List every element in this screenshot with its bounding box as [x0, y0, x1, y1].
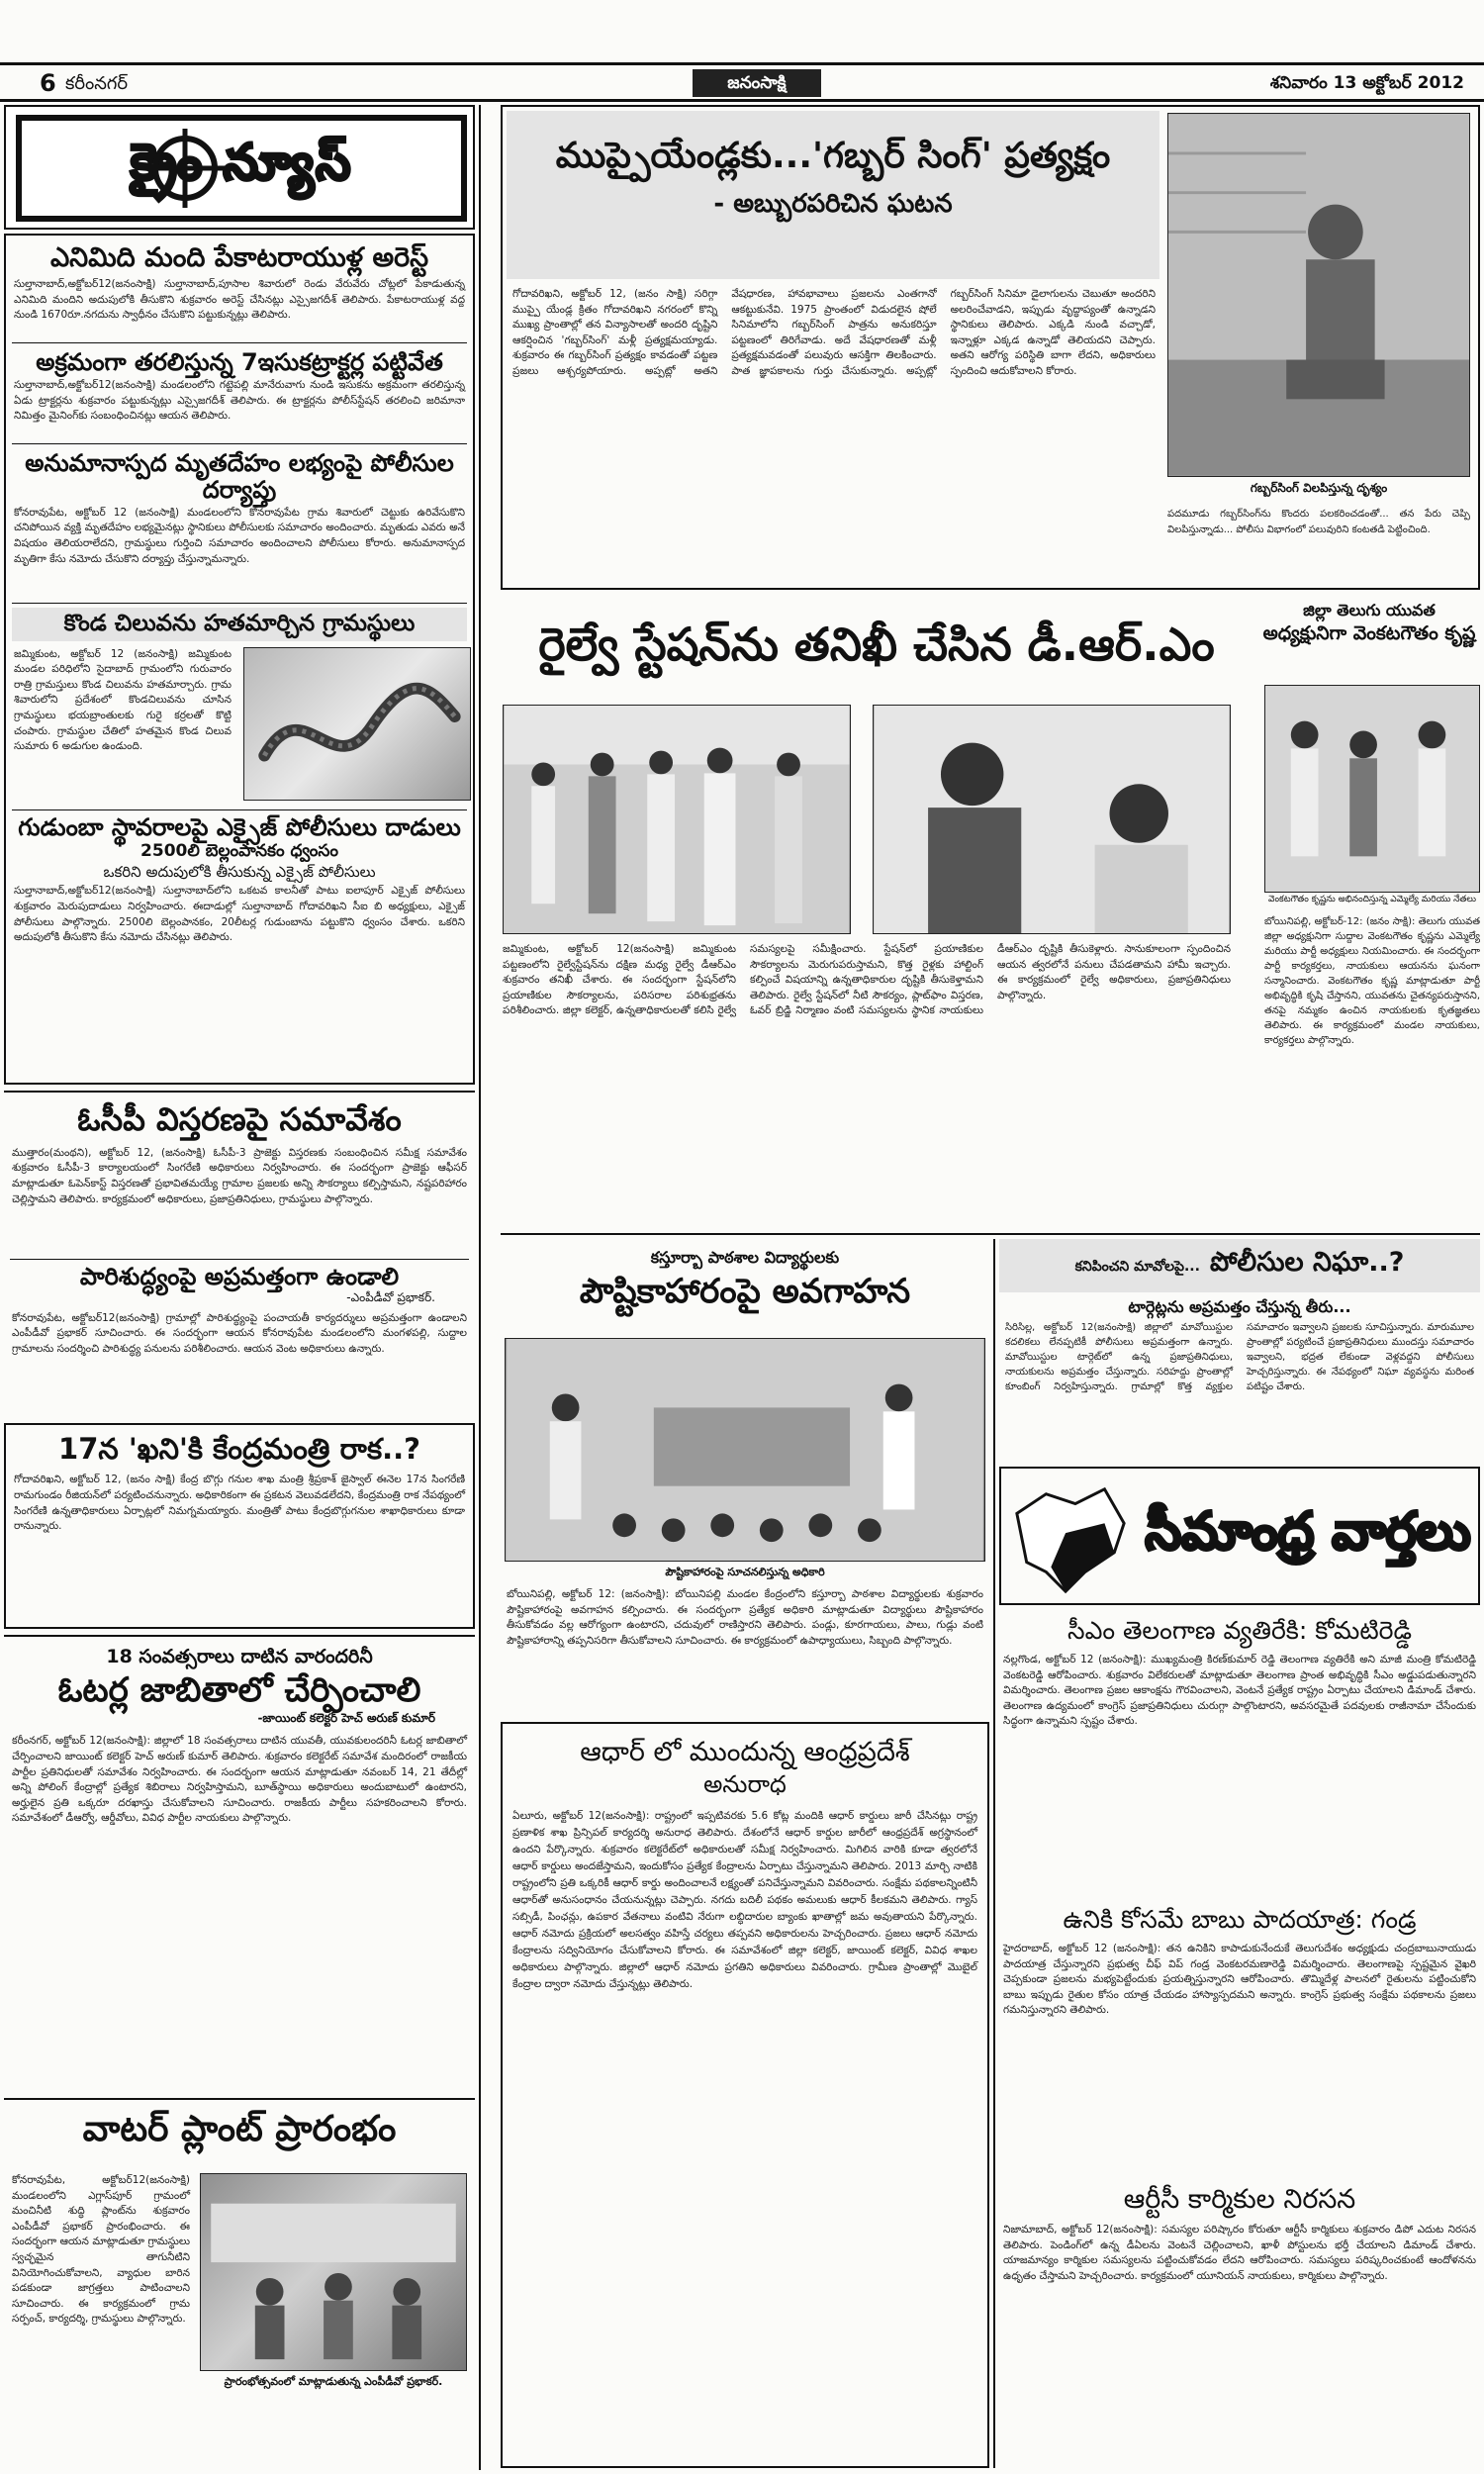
nutrition-photo	[505, 1338, 985, 1562]
s9-byline: -జాయింట్ కలెక్టర్ హెచ్ అరుణ్ కుమార్	[257, 1711, 435, 1726]
snake-icon	[244, 648, 470, 800]
nutrition-head: పౌష్టికాహారంపై అవగాహన	[579, 1271, 911, 1311]
aadhaar-body: ఏలూరు, అక్టోబర్ 12(జనంసాక్షి): రాష్ట్రంలో ఇప్పటివరకు 5.6 కోట్ల మందికి ఆధార్ కార్డులు జారీ చేసినట్లు రాష్ట్ర ప్రణాళిక శాఖ ప్రిన్సిపల్ కార్యదర్శి అనురాధ తెలిపారు. దేశంలోనే ఆధార్ కార్డుల జారీలో ఆంధ్రప్రదేశ్ అగ్రస్థానంలో ఉందని పేర్కొన్నారు. శుక్రవారం కలెక్టరేట్‌లో అధికారులతో సమీక్ష నిర్వహించారు. మిగిలిన వారికి కూడా త్వరలోనే ఆధార్ కార్డులు అందజేస్తామని, ఇందుకోసం ప్రత్యేక కేంద్రాలను ఏర్పాటు చేస్తున్నామని తెలిపారు. 2013 మార్చి నాటికి రాష్ట్రంలోని ప్రతి ఒక్కరికీ ఆధార్ కార్డు అందించాలనే లక్ష్యంతో పనిచేస్తున్నామని వివరించారు. సంక్షేమ పథకాలన్నింటినీ ఆధార్‌తో అనుసంధానం చేయనున్నట్లు చెప్పారు. నగదు బదిలీ పథకం అమలుకు ఆధార్ కీలకమని తెలిపారు. గ్యాస్ సబ్సిడీ, పింఛన్లు, ఉపకార వేతనాలు వంటివి నేరుగా లబ్ధిదారుల బ్యాంకు ఖాతాల్లో జమ అవుతాయని పేర్కొన్నారు. ఆధార్ నమోదు ప్రక్రియలో అలసత్వం వహిస్తే చర్యలు తప్పవని అధికారులను హెచ్చరించారు. ప్రజలు ఆధార్ నమోదు కేంద్రాలను సద్వినియోగం చేసుకోవాలని కోరారు. ఈ సమావేశంలో జిల్లా కలెక్టర్, జాయింట్ కలెక్టర్, వివిధ శాఖల అధికారులు పాల్గొన్నారు. జిల్లాలో ఆధార్ నమోదు ప్రగతిని అధికారులు వివరించారు. గ్రామీణ ప్రాంతాల్లో మొబైల్ కేంద్రాల ద్వారా నమోదు చేస్తున్నట్లు తెలిపారు.	[512, 1810, 977, 1991]
lead-story-box	[501, 105, 1480, 590]
railway-photo-1	[503, 705, 851, 934]
sm-s1-body: నల్లగొండ, అక్టోబర్ 12 (జనంసాక్షి): ముఖ్యమంత్రి కిరణ్‌కుమార్ రెడ్డి తెలంగాణ వ్యతిరేకి అని మాజీ మంత్రి కోమటిరెడ్డి వెంకటరెడ్డి ఆరోపించారు. శుక్రవారం విలేకరులతో మాట్లాడుతూ తెలంగాణ ప్రాంత అభివృద్ధికి సీఎం అడ్డుపడుతున్నారని విమర్శించారు. తెలంగాణ ప్రజల ఆకాంక్షను గౌరవించాలని, వెంటనే ప్రత్యేక రాష్ట్రం ఏర్పాటు చేయాలని డిమాండ్ చేశారు. తెలంగాణ ఉద్యమంలో కాంగ్రెస్ ప్రజాప్రతినిధులు చురుగ్గా పాల్గొంటారని, అవసరమైతే పదవులకు రాజీనామా చేసేందుకు సిద్ధంగా ఉన్నామని స్పష్టం చేశారు.	[1003, 1654, 1476, 1728]
lead-photo-caption: గబ్బర్‌సింగ్ విలపిస్తున్న దృశ్యం	[1250, 481, 1388, 495]
s1-head: ఎనిమిది మంది పేకాటరాయుళ్ల అరెస్ట్	[49, 242, 429, 273]
s2-body: సుల్తానాబాద్,అక్టోబర్12(జనంసాక్షి) మండలంలోని గట్టెపల్లి మానేరువాగు నుండి ఇసుకను అక్రమంగా తరలిస్తున్న ఏడు ట్రాక్టర్లను శుక్రవారం పట్టుకున్నట్లు ఎస్సైజగదీశ్ తెలిపారు. ఈ ట్రాక్టర్లను పోలీస్‌స్టేషన్ తరలించి జరిమానా నిమిత్తం మైనింగ్‌కు సంబంధించినట్లు ఆయన తెలిపారు.	[14, 379, 465, 423]
sm-s2-head: ఉనికి కోసమే బాబు పాదయాత్ర: గండ్ర	[1063, 1905, 1417, 1934]
s2-head: అక్రమంగా తరలిస్తున్న 7ఇసుకట్రాక్టర్ల పట్టివేత	[36, 348, 443, 377]
railway-photo-2	[873, 705, 1231, 934]
s8-body: గోదావరిఖని, అక్టోబర్ 12, (జనం సాక్షి) కేంద్ర బొగ్గు గనుల శాఖ మంత్రి శ్రీప్రకాశ్ జైస్వాల్ ఈనెల 17న సింగరేణి రామగుండం రీజియన్‌లో పర్యటించనున్నారు. అధికారికంగా ఈ ప్రకటన వెలువడలేదని, కేంద్రమంత్రి రాక నేపథ్యంలో సింగరేణి ఉన్నతాధికారులు ఏర్పాట్లలో నిమగ్నమయ్యారు. మంత్రితో పాటు కేంద్రబొగ్గుగనుల శాఖాధికారులు కూడా రానున్నారు.	[14, 1474, 465, 1533]
issue-date: శనివారం 13 అక్టోబర్ 2012	[1269, 73, 1464, 93]
police-kicker: కనిపించని మావోలపై...	[1074, 1259, 1200, 1275]
seemandhra-logo-box	[999, 1467, 1480, 1605]
s5-head: గుడుంబా స్థావరాలపై ఎక్సైజ్ పోలీసులు దాడులు	[18, 812, 461, 841]
s3-body: కోనరావుపేట, అక్టోబర్ 12 (జనంసాక్షి) మండలంలోని కోనరావుపేట గ్రామ శివారులో చెట్టుకు ఉరివేసుకొని చనిపోయిన వ్యక్తి మృతదేహం లభ్యమైనట్లు స్థానికులు పోలీసులకు సమాచారం అందించారు. మృతుడు ఎవరు అనే విషయం తెలియరాలేదని, గ్రామస్థులు గుర్తించి సమాచారం అందించాలని పోలీసులు కోరారు. అనుమానాస్పద మృతిగా కేసు నమోదు చేసుకొని దర్యాప్తు చేస్తున్నామన్నారు.	[14, 506, 465, 565]
crosshair-icon	[140, 124, 230, 213]
district-kicker: జిల్లా తెలుగు యువత	[1303, 601, 1436, 619]
water-plant-section	[4, 2098, 475, 2468]
district-head: అధ్యక్షునిగా వెంకటగౌతం కృష్ణ	[1262, 621, 1476, 644]
minister-box	[4, 1423, 475, 1629]
seated-man-photo-icon	[1168, 114, 1469, 476]
police-story	[999, 1239, 1480, 1465]
s7-body: కోనరావుపేట, అక్టోబర్12(జనంసాక్షి) గ్రామాల్లో పారిశుద్ధ్యంపై పంచాయతీ కార్యదర్శులు అప్రమత్తంగా ఉండాలని ఎంపీడీవో ప్రభాకర్ సూచించారు. ఈ సందర్భంగా ఆయన కోనరావుపేట మండలంలోని మంగళపల్లి, సుద్దాల గ్రామాలను సందర్శించి పారిశుద్ధ్య పనులను పరిశీలించారు. ఆయన వెంట అధికారులు ఉన్నారు.	[12, 1311, 467, 1355]
two-officials-photo-icon	[874, 706, 1230, 933]
voter-section	[4, 1635, 475, 2090]
district-body: బోయినిపల్లి, అక్టోబర్-12: (జనం సాక్షి): తెలుగు యువత జిల్లా అధ్యక్షునిగా సుద్దాల వెంకటగౌతం కృష్ణను ఎమ్మెల్యే మరియు పార్టీ అధ్యక్షులు నియమించారు. ఈ సందర్భంగా పార్టీ కార్యకర్తలు, నాయకులు ఆయనను ఘనంగా సన్మానించారు. వెంకటగౌతం కృష్ణ మాట్లాడుతూ పార్టీ అభివృద్ధికి కృషి చేస్తానని, యువతను చైతన్యపరుస్తానని, తనపై నమ్మకం ఉంచిన నాయకులకు కృతజ్ఞతలు తెలిపారు. ఈ కార్యక్రమంలో మండల నాయకులు, కార్యకర్తలు పాల్గొన్నారు.	[1264, 916, 1480, 1046]
seemandhra-stories	[999, 1611, 1480, 2468]
s8-head: 17న 'ఖని'కి కేంద్రమంత్రి రాక..?	[58, 1432, 420, 1466]
lead-extra: పదమూడు గబ్బర్‌సింగ్‌ను కొందరు పలకరించడంతో... తన పేరు చెప్పి విలపిస్తున్నాడు... పోలీసు విభాగంలో పలువురిని కంటతడి పెట్టించింది.	[1167, 509, 1470, 535]
nutrition-photo-caption: పౌష్టికాహారంపై సూచనలిస్తున్న అధికారి	[665, 1566, 825, 1578]
crime-news-logo-box	[4, 105, 475, 230]
lead-headline-band	[507, 111, 1159, 279]
water-plant-photo	[200, 2173, 467, 2371]
s6-body: ముత్తారం(మంథని), అక్టోబర్ 12, (జనంసాక్షి) ఓసీపీ-3 ప్రాజెక్టు విస్తరణకు సంబంధించిన సమీక్ష సమావేశం శుక్రవారం ఓసీపీ-3 కార్యాలయంలో సింగరేణి అధికారులు నిర్వహించారు. ఈ సందర్భంగా ప్రాజెక్టు ఆఫీసర్ మాట్లాడుతూ ఓపెన్‌కాస్ట్ విస్తరణతో ప్రభావితమయ్యే గ్రామాల ప్రజలకు అన్ని సౌకర్యాలు కల్పిస్తామని, నష్టపరిహారం చెల్లిస్తామని తెలిపారు. కార్యక్రమంలో అధికారులు, ప్రజాప్రతినిధులు, గ్రామస్థులు పాల్గొన్నారు.	[12, 1146, 467, 1205]
police-head: పోలీసుల నిఘా..?	[1209, 1247, 1405, 1278]
aadhaar-head: ఆధార్ లో ముందున్న ఆంధ్రప్రదేశ్	[580, 1737, 910, 1767]
mid-rule	[501, 1233, 1480, 1235]
sm-s3-body: నిజామాబాద్, అక్టోబర్ 12(జనంసాక్షి): సమస్యల పరిష్కారం కోరుతూ ఆర్టీసీ కార్మికులు శుక్రవారం డిపో ఎదుట నిరసన తెలిపారు. పెండింగ్‌లో ఉన్న డీఏలను వెంటనే చెల్లించాలని, ఖాళీ పోస్టులను భర్తీ చేయాలని డిమాండ్ చేశారు. యాజమాన్యం కార్మికుల సమస్యలను పట్టించుకోవడం లేదని ఆరోపించారు. సమస్యలు పరిష్కరించకుంటే ఆందోళనను ఉధృతం చేస్తామని హెచ్చరించారు. కార్యక్రమంలో యూనియన్ నాయకులు, కార్మికులు పాల్గొన్నారు.	[1003, 2224, 1476, 2283]
top-rule	[0, 62, 1484, 65]
s3-head: అనుమానాస్పద మృతదేహం లభ్యంపై పోలీసుల దర్యాప్తు	[25, 449, 454, 504]
district-photo-caption: వెంకటగౌతం కృష్ణను అభినందిస్తున్న ఎమ్మెల్యే మరియు నేతలు	[1268, 895, 1476, 904]
gabbar-photo	[1167, 113, 1470, 477]
s9-body: కరీంనగర్, అక్టోబర్ 12(జనంసాక్షి): జిల్లాలో 18 సంవత్సరాలు దాటిన యువతీ, యువకులందరినీ ఓటర్ల జాబితాలో చేర్పించాలని జాయింట్ కలెక్టర్ హెచ్ అరుణ్ కుమార్ తెలిపారు. శుక్రవారం కలెక్టరేట్ సమావేశ మందిరంలో రాజకీయ పార్టీల ప్రతినిధులతో సమావేశం నిర్వహించారు. ఈ సందర్భంగా ఆయన మాట్లాడుతూ నవంబర్ 14, 21 తేదీల్లో అన్ని పోలింగ్ కేంద్రాల్లో ప్రత్యేక శిబిరాలు నిర్వహిస్తామని, బూత్‌స్థాయి అధికారులు అందుబాటులో ఉంటారని, అర్హులైన ప్రతి ఒక్కరూ దరఖాస్తు చేసుకోవాలని సూచించారు. రాజకీయ పార్టీలు సహకరించాలని కోరారు. సమావేశంలో డీఆర్వో, ఆర్డీవోలు, వివిధ పార్టీల నాయకులు పాల్గొన్నారు.	[12, 1735, 467, 1825]
edition-name: కరీంనగర్	[65, 73, 128, 94]
s9-head: ఓటర్ల జాబితాలో చేర్పించాలి	[57, 1670, 421, 1711]
aadhaar-story	[501, 1722, 989, 2468]
right-column-divider	[993, 1239, 995, 2468]
s5-sub2: ఒకరిని అదుపులోకి తీసుకున్న ఎక్సైజ్ పోలీసులు	[103, 862, 376, 881]
left-column-divider	[479, 105, 481, 2470]
s4-head: కొండ చిలువను హతమార్చిన గ్రామస్థులు	[12, 608, 467, 641]
s7-head: పారిశుద్ధ్యంపై అప్రమత్తంగా ఉండాలి	[79, 1262, 400, 1290]
snake-photo	[243, 647, 471, 801]
nutrition-kicker: కస్తూర్బా పాఠశాల విద్యార్థులకు	[650, 1248, 840, 1267]
aadhaar-byline: అనురాధ	[703, 1770, 787, 1799]
railway-head: రైల్వే స్టేషన్‌ను తనిఖీ చేసిన డీ.ఆర్.ఎం	[538, 618, 1215, 671]
state-map-icon	[1007, 1475, 1134, 1601]
gathering-photo-icon	[201, 2174, 466, 2370]
paper-logo: జనంసాక్షి	[693, 69, 821, 97]
officials-walking-photo-icon	[504, 706, 850, 933]
seemandhra-logo: సీమాంధ్ర వార్తలు	[1145, 1501, 1471, 1562]
nutrition-story	[501, 1239, 989, 1714]
police-body: సిరిసిల్ల, అక్టోబర్ 12(జనంసాక్షి) జిల్లాలో మావోయిస్టుల కదలికలు లేనప్పటికీ పోలీసులు అప్రమత్తంగా ఉన్నారు. మావోయిస్టుల టార్గెట్‌లో ఉన్న ప్రజాప్రతినిధులు, నాయకులను అప్రమత్తం చేస్తున్నారు. సరిహద్దు ప్రాంతాల్లో కూంబింగ్ నిర్వహిస్తున్నారు. గ్రామాల్లో కొత్త వ్యక్తుల సమాచారం ఇవ్వాలని ప్రజలకు సూచిస్తున్నారు. మారుమూల ప్రాంతాల్లో పర్యటించే ప్రజాప్రతినిధులు ముందస్తు సమాచారం ఇవ్వాలని, భద్రత లేకుండా వెళ్లవద్దని పోలీసులు హెచ్చరిస్తున్నారు. ఈ నేపథ్యంలో నిఘా వ్యవస్థను మరింత పటిష్టం చేశారు.	[1005, 1321, 1474, 1392]
s9-kicker: 18 సంవత్సరాలు దాటిన వారందరినీ	[106, 1646, 373, 1667]
railway-heading	[501, 596, 1252, 695]
railway-body: జమ్మికుంట, అక్టోబర్ 12(జనంసాక్షి) జమ్మికుంట పట్టణంలోని రైల్వేస్టేషన్‌ను దక్షిణ మధ్య రైల్వే డీఆర్‌ఎం శుక్రవారం తనిఖీ చేశారు. ఈ సందర్భంగా స్టేషన్‌లోని ప్రయాణికుల సౌకర్యాలను, పరిసరాల పరిశుభ్రతను పరిశీలించారు. జిల్లా కలెక్టర్, ఉన్నతాధికారులతో కలిసి రైల్వే సమస్యలపై సమీక్షించారు. స్టేషన్‌లో ప్రయాణికుల సౌకర్యాలను మెరుగుపరుస్తామని, కొత్త రైళ్లకు హాల్టింగ్ కల్పించే విషయాన్ని ఉన్నతాధికారుల దృష్టికి తీసుకెళ్తామని తెలిపారు. రైల్వే స్టేషన్‌లో నీటి సౌకర్యం, ప్లాట్‌ఫాం విస్తరణ, ఓవర్ బ్రిడ్జి నిర్మాణం వంటి సమస్యలను స్థానిక నాయకులు డీఆర్‌ఎం దృష్టికి తీసుకెళ్లారు. సానుకూలంగా స్పందించిన ఆయన త్వరలోనే పనులు చేపడతామని హామీ ఇచ్చారు. ఈ కార్యక్రమంలో రైల్వే అధికారులు, ప్రజాప్రతినిధులు పాల్గొన్నారు.	[503, 943, 1231, 1017]
s5-body: సుల్తానాబాద్,అక్టోబర్12(జనంసాక్షి) సుల్తానాబాద్‌లోని ఒకటవ కాలనీతో పాటు ఐలాపూర్ ఎక్సైజ్ పోలీసులు శుక్రవారం మెరుపుదాడులు నిర్వహించారు. ఈదాడుల్లో సుల్తానాబాద్ గోదావరిఖని సీఐ బి అధ్యక్షులు, ఎక్సైజ్ పోలీసులు పాల్గొన్నారు. 2500లి బెల్లంపానకం, 20లీటర్ల గుడుంబాను పట్టుకొని ధ్వంసం చేశారు. ఒకరిని అదుపులోకి తీసుకొని కేసు నమోదు చేసినట్లు తెలిపారు.	[14, 885, 465, 944]
crime-news-panel	[4, 234, 475, 1085]
felicitation-photo-icon	[1265, 686, 1479, 892]
s6-head: ఓసీపీ విస్తరణపై సమావేశం	[77, 1100, 402, 1138]
lead-head: ముప్పైయేండ్లకు...'గబ్బర్ సింగ్' ప్రత్యక్షం	[555, 136, 1111, 176]
nutrition-body: బోయినిపల్లి, అక్టోబర్ 12: (జనంసాక్షి): బోయినిపల్లి మండల కేంద్రంలోని కస్తూర్బా పాఠశాల విద్యార్థులకు శుక్రవారం పౌష్టికాహారంపై అవగాహన కల్పించారు. ఈ సందర్భంగా ప్రత్యేక అధికారి మాట్లాడుతూ విద్యార్థులు పౌష్టికాహారం తీసుకోవడం వల్ల ఆరోగ్యంగా ఉంటారని, చదువులో రాణిస్తారని తెలిపారు. పండ్లు, కూరగాయలు, పాలు, గుడ్లు వంటి పౌష్టికాహారాన్ని తప్పనిసరిగా తీసుకోవాలని సూచించారు. ఈ కార్యక్రమంలో ఉపాధ్యాయులు, సిబ్బంది పాల్గొన్నారు.	[507, 1588, 983, 1647]
lead-sub: - అబ్బురపరిచిన ఘటన	[713, 189, 953, 220]
s4-body: జమ్మికుంట, అక్టోబర్ 12 (జనంసాక్షి) జమ్మికుంట మండల పరిధిలోని సైదాబాద్ గ్రామంలోని గురువారం రాత్రి గ్రామస్తులు కొండ చిలువను హతమార్చారు. గ్రామ శివారులోని ప్రదేశంలో కొండచిలువను చూసిన గ్రామస్థులు భయబ్రాంతులకు గురై కర్రలతో కొట్టి చంపారు. గ్రామస్థుల చేతిలో హతమైన కొండ చిలువ సుమారు 6 అడుగుల ఉండుంది.	[14, 647, 232, 753]
district-heading	[1256, 596, 1482, 675]
masthead-rule	[0, 99, 1484, 102]
s5-sub1: 2500లి బెల్లంపానకం ధ్వంసం	[140, 841, 338, 862]
district-photo	[1264, 685, 1480, 893]
sm-s1-head: సీఎం తెలంగాణ వ్యతిరేకి: కోమటిరెడ్డి	[1067, 1616, 1412, 1645]
crime-news-logo: క్రైం న్యూస్	[130, 133, 353, 191]
s7-byline: -ఎంపీడీవో ప్రభాకర్.	[346, 1289, 435, 1304]
s10-head: వాటర్ ప్లాంట్ ప్రారంభం	[82, 2109, 397, 2149]
police-sub: టార్గెట్లను అప్రమత్తం చేస్తున్న తీరు...	[1128, 1297, 1351, 1316]
sm-s2-body: హైదరాబాద్, అక్టోబర్ 12 (జనంసాక్షి): తన ఉనికిని కాపాడుకునేందుకే తెలుగుదేశం అధ్యక్షుడు చంద్రబాబునాయుడు పాదయాత్ర చేస్తున్నారని ప్రభుత్వ చీఫ్ విప్ గండ్ర వెంకటరమణారెడ్డి విమర్శించారు. తెలంగాణపై స్పష్టమైన వైఖరి చెప్పకుండా ప్రజలను మభ్యపెట్టేందుకు ప్రయత్నిస్తున్నారని ఆరోపించారు. తొమ్మిదేళ్ల పాలనలో రైతులను పట్టించుకోని బాబు ఇప్పుడు రైతుల కోసం యాత్ర చేయడం హాస్యాస్పదమని అన్నారు. కాంగ్రెస్ ప్రభుత్వ సంక్షేమ పథకాలను ప్రజలు గమనిస్తున్నారని తెలిపారు.	[1003, 1943, 1476, 2017]
classroom-photo-icon	[506, 1339, 984, 1561]
page-number: 6	[40, 69, 56, 97]
s10-caption: ప్రారంభోత్సవంలో మాట్లాడుతున్న ఎంపీడీవో ప్రభాకర్.	[224, 2375, 443, 2388]
s1-body: సుల్తానాబాద్,అక్టోబర్12(జనంసాక్షి) సుల్తానాబాద్,పూసాల శివారులో రెండు వేరువేరు చోట్లలో పేకాడుతున్న ఎనిమిది మందిని అదుపులోకి తీసుకొని శుక్రవారం అరెస్ట్ చేసినట్లు ఎస్సైజగదీశ్ తెలిపారు. పేకాటరాయుళ్ల వద్ద నుండి 1670రూ.నగదును స్వాధీనం చేసుకొని పట్టుకున్నట్లు తెలిపారు.	[14, 278, 465, 322]
sm-s3-head: ఆర్టీసీ కార్మికుల నిరసన	[1123, 2184, 1356, 2215]
s10-body: కోనరావుపేట, అక్టోబర్12(జనంసాక్షి) మండలంలోని ఎగ్లాస్‌పూర్ గ్రామంలో మంచినీటి శుద్ధి ప్లాంట్‌ను శుక్రవారం ఎంపీడీవో ప్రభాకర్ ప్రారంభించారు. ఈ సందర్భంగా ఆయన మాట్లాడుతూ గ్రామస్థులు స్వచ్ఛమైన తాగునీటిని వినియోగించుకోవాలని, వ్యాధుల బారిన పడకుండా జాగ్రత్తలు పాటించాలని సూచించారు. ఈ కార్యక్రమంలో గ్రామ సర్పంచ్, కార్యదర్శి, గ్రామస్థులు పాల్గొన్నారు.	[12, 2174, 190, 2326]
ocp-section	[4, 1091, 475, 1417]
lead-body: గోదావరిఖని, అక్టోబర్ 12, (జనం సాక్షి) సరిగ్గా ముప్పై యేండ్ల క్రితం గోదావరిఖని నగరంలో కొన్ని ముఖ్య ప్రాంతాల్లో తన విన్యాసాలతో అందరి దృష్టిని ఆకర్షించిన 'గబ్బర్‌సింగ్' మళ్లీ ప్రత్యక్షమయ్యాడు. శుక్రవారం ఈ గబ్బర్‌సింగ్ ప్రత్యక్షం కావడంతో పట్టణ ప్రజలు ఆశ్చర్యపోయారు. అప్పట్లో అతని వేషధారణ, హావభావాలు ప్రజలను ఎంతగానో ఆకట్టుకునేవి. 1975 ప్రాంతంలో విడుదలైన షోలే సినిమాలోని గబ్బర్‌సింగ్ పాత్రను అనుకరిస్తూ పట్టణంలో తిరిగేవాడు. అదే వేషధారణతో మళ్లీ ప్రత్యక్షమవడంతో పలువురు ఆసక్తిగా తిలకించారు. పాత జ్ఞాపకాలను గుర్తు చేసుకున్నారు. అప్పట్లో గబ్బర్‌సింగ్ సినిమా డైలాగులను చెబుతూ అందరిని అలరించేవాడని, ఇప్పుడు వృద్ధాప్యంతో ఉన్నాడని స్థానికులు తెలిపారు. ఎక్కడి నుండి వచ్చాడో, ఇన్నాళ్లూ ఎక్కడ ఉన్నాడో తెలియదని చెప్పారు. అతని ఆరోగ్య పరిస్థితి బాగా లేదని, అధికారులు స్పందించి ఆదుకోవాలని కోరారు.	[512, 288, 1156, 377]
